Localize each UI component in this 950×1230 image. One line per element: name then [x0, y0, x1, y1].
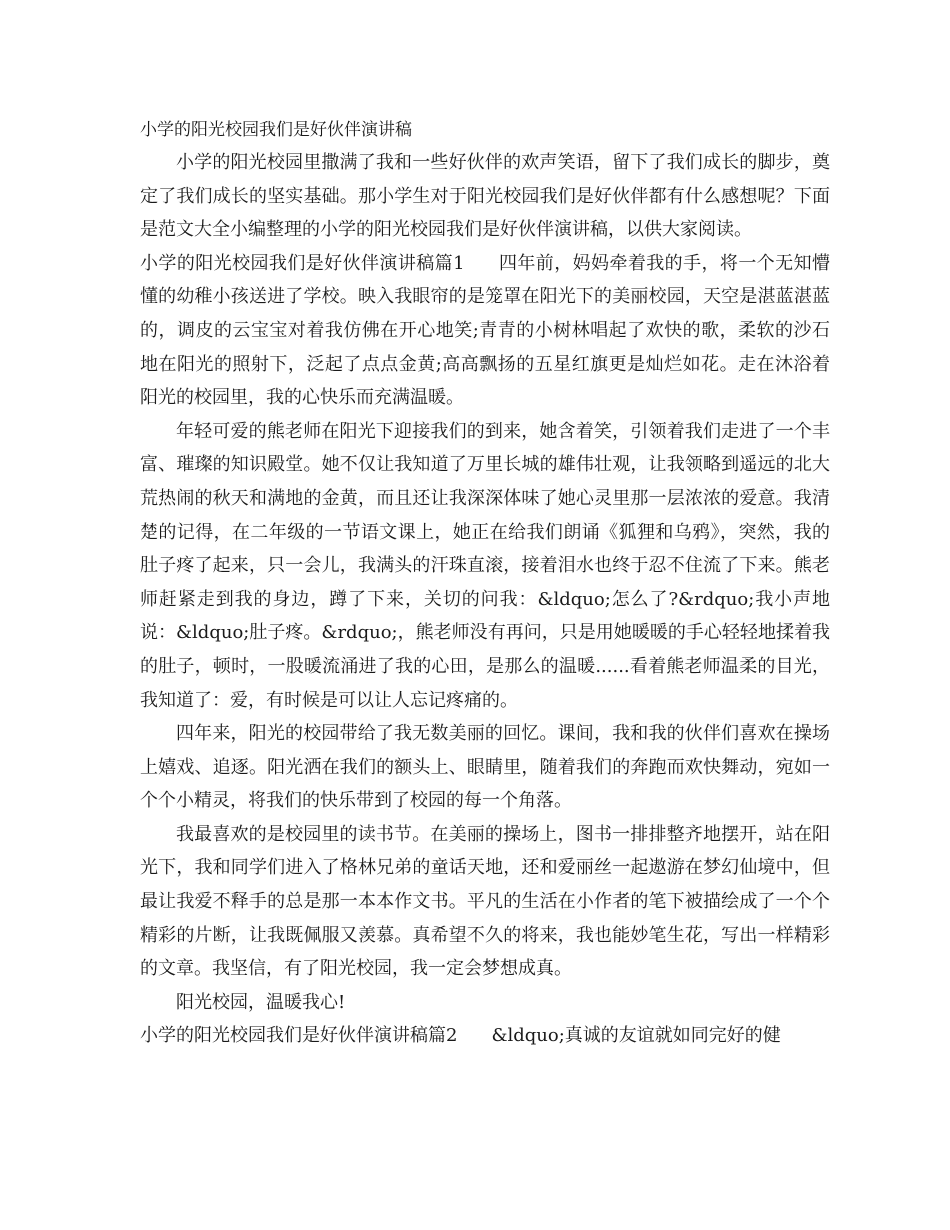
section-1-paragraph-2: 年轻可爱的熊老师在阳光下迎接我们的到来，她含着笑，引领着我们走进了一个丰富、璀璨的知识殿堂。她不仅让我知道了万里长城的雄伟壮观，让我领略到遥远的北大荒热闹的秋天和满地的金黄，而且还让我深深体味了她心灵里那一层浓浓的爱意。我清楚的记得，在二年级的一节语文课上，她正在给我们朗诵《狐狸和乌鸦》，突然，我的肚子疼了起来，只一会儿，我满头的汗珠直滚，接着泪水也终于忍不住流了下来。熊老师赶紧走到我的身边，蹲了下来，关切的问我：&ldquo;怎么了?&rdquo;我小声地说：&ldquo;肚子疼。&rdquo;，熊老师没有再问，只是用她暖暖的手心轻轻地揉着我的肚子，顿时，一股暖流涌进了我的心田，是那么的温暖......看着熊老师温柔的目光，我知道了：爱，有时候是可以让人忘记疼痛的。: [140, 420, 830, 711]
section-2-heading: 小学的阳光校园我们是好伙伴演讲稿篇2: [140, 1025, 458, 1047]
section-1-paragraph-5: 阳光校园，温暖我心!: [176, 991, 346, 1013]
section-1-lead: 四年前，妈妈牵着我的手，将一个无知懵懂的幼稚小孩送进了学校。映入我眼帘的是笼罩在阳光下的美丽校园，天空是湛蓝湛蓝的，调皮的云宝宝对着我仿佛在开心地笑;青青的小树林唱起了欢快的歌，柔软的沙石地在阳光的照射下，泛起了点点金黄;高高飘扬的五星红旗更是灿烂如花。走在沐浴着阳光的校园里，我的心快乐而充满温暖。: [140, 252, 831, 409]
document-title: 小学的阳光校园我们是好伙伴演讲稿: [140, 120, 412, 140]
section-1-paragraph: [140, 247, 830, 415]
section-2-paragraph: [140, 1019, 830, 1053]
document-body: [140, 118, 830, 1053]
section-2-lead: &ldquo;真诚的友谊就如同完好的健: [491, 1025, 781, 1047]
section-1-paragraph-4: 我最喜欢的是校园里的读书节。在美丽的操场上，图书一排排整齐地摆开，站在阳光下，我和同学们进入了格林兄弟的童话天地，还和爱丽丝一起遨游在梦幻仙境中，但最让我爱不释手的总是那一本本作文书。平凡的生活在小作者的笔下被描绘成了一个个精彩的片断，让我既佩服又羡慕。真希望不久的将来，我也能妙笔生花，写出一样精彩的文章。我坚信，有了阳光校园，我一定会梦想成真。: [140, 823, 830, 980]
section-1-paragraph-3: 四年来，阳光的校园带给了我无数美丽的回忆。课间，我和我的伙伴们喜欢在操场上嬉戏、追逐。阳光洒在我们的额头上、眼睛里，随着我们的奔跑而欢快舞动，宛如一个个小精灵，将我们的快乐带到了校园的每一个角落。: [140, 723, 830, 812]
intro-paragraph: 小学的阳光校园里撒满了我和一些好伙伴的欢声笑语，留下了我们成长的脚步，奠定了我们成长的坚实基础。那小学生对于阳光校园我们是好伙伴都有什么感想呢？下面是范文大全小编整理的小学的阳光校园我们是好伙伴演讲稿，以供大家阅读。: [140, 152, 830, 241]
section-1-heading: 小学的阳光校园我们是好伙伴演讲稿篇1: [140, 252, 465, 274]
